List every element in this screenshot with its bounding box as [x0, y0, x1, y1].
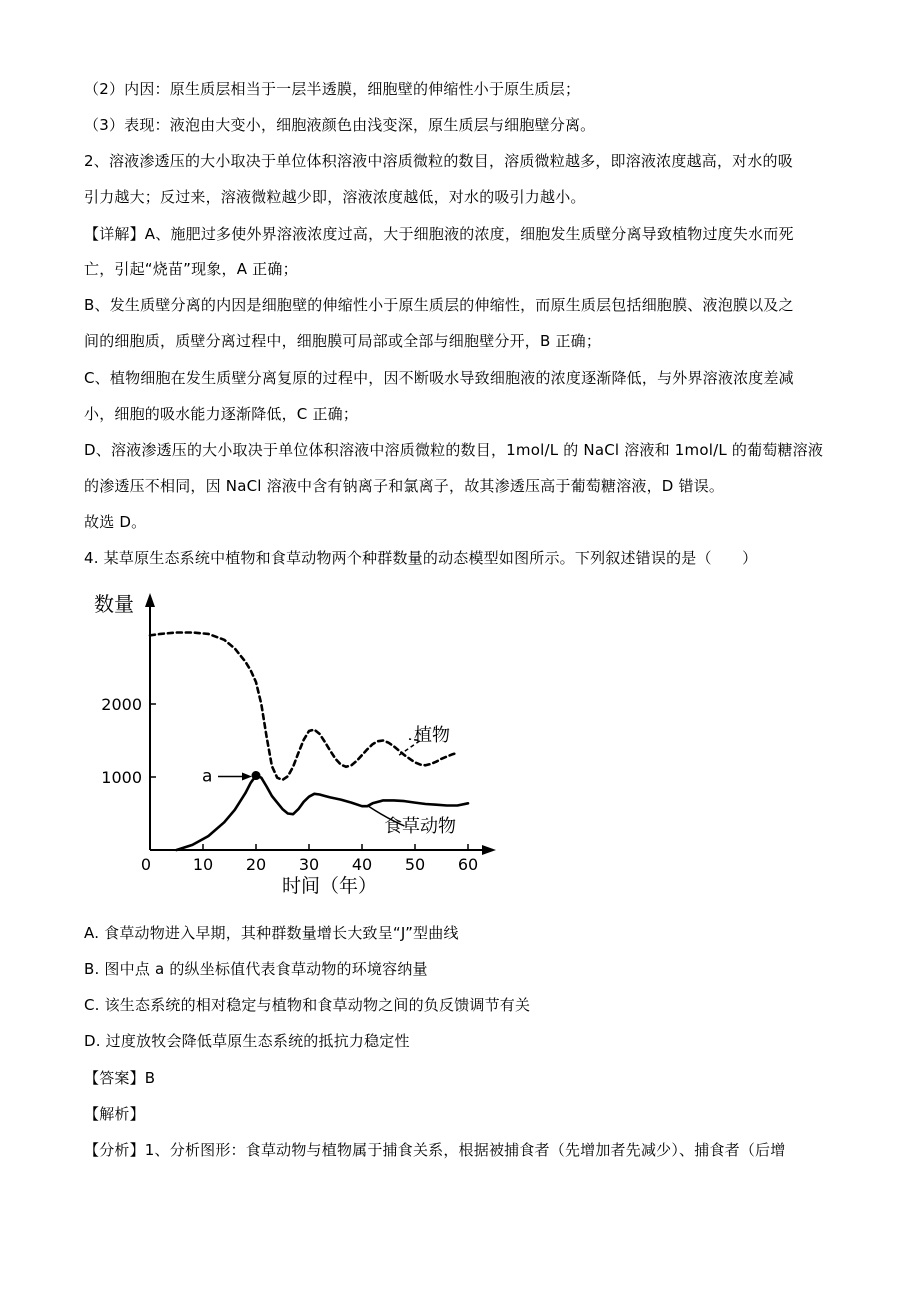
y-axis-arrow: [145, 593, 155, 607]
text-line: 故选 D。: [84, 513, 147, 531]
text-line: 的渗透压不相同，因 NaCl 溶液中含有钠离子和氯离子，故其渗透压高于葡萄糖溶液，D 错误。: [84, 477, 725, 495]
point-a-label: a: [202, 766, 213, 787]
chart-labels: [94, 592, 456, 897]
x-axis-arrow: [482, 845, 496, 855]
text-line: C、植物细胞在发生质壁分离复原的过程中，因不断吸水导致细胞液的浓度逐渐降低，与外界溶液浓度差减: [84, 369, 794, 387]
herbivore-curve: [177, 776, 469, 851]
population-chart: [84, 585, 514, 905]
answer-line: 【答案】B: [84, 1069, 156, 1087]
x-tick-label: 40: [351, 855, 373, 874]
text-line: 小，细胞的吸水能力逐渐降低，C 正确；: [84, 405, 359, 423]
text-line: 间的细胞质，质壁分离过程中，细胞膜可局部或全部与细胞壁分开，B 正确；: [84, 332, 602, 350]
x-tick-label: 50: [404, 855, 426, 874]
option-a: A. 食草动物进入早期，其种群数量增长大致呈“J”型曲线: [84, 924, 459, 942]
x-tick-label: 30: [298, 855, 320, 874]
x-tick-label: 10: [192, 855, 214, 874]
option-c: C. 该生态系统的相对稳定与植物和食草动物之间的负反馈调节有关: [84, 996, 531, 1014]
analysis-text: 【分析】1、分析图形：食草动物与植物属于捕食关系，根据被捕食者（先增加者先减少）、捕食者（后增: [84, 1141, 786, 1159]
text-line: B、发生质壁分离的内因是细胞壁的伸缩性小于原生质层的伸缩性，而原生质层包括细胞膜、液泡膜以及之: [84, 296, 794, 314]
text-line: D、溶液渗透压的大小取决于单位体积溶液中溶质微粒的数目，1mol/L 的 NaCl 溶液和 1mol/L 的葡萄糖溶液: [84, 441, 824, 459]
text-line: （3）表现：液泡由大变小，细胞液颜色由浅变深，原生质层与细胞壁分离。: [84, 116, 596, 134]
y-axis-title: 数量: [94, 592, 134, 616]
herbivore-series-label: 食草动物: [384, 816, 456, 837]
x-tick-label: 0: [140, 855, 152, 874]
option-d: D. 过度放牧会降低草原生态系统的抵抗力稳定性: [84, 1032, 410, 1050]
option-b: B. 图中点 a 的纵坐标值代表食草动物的环境容纳量: [84, 960, 428, 978]
text-line: 引力越大；反过来，溶液微粒越少即，溶液浓度越低，对水的吸引力越小。: [84, 188, 586, 206]
text-line: 【详解】A、施肥过多使外界溶液浓度过高，大于细胞液的浓度，细胞发生质壁分离导致植物过度失水而死: [84, 225, 794, 243]
point-a-arrowhead: [242, 773, 252, 781]
point-a-marker: [252, 771, 261, 780]
question-stem: 4. 某草原生态系统中植物和食草动物两个种群数量的动态模型如图所示。下列叙述错误的是（ ）: [84, 549, 758, 567]
plant-curve: [150, 633, 457, 780]
analysis-label: 【解析】: [84, 1105, 145, 1123]
y-tick-label: 2000: [101, 695, 142, 714]
x-tick-label: 20: [245, 855, 267, 874]
text-line: 亡，引起“烧苗”现象，A 正确；: [84, 260, 298, 278]
chart-ticks: [101, 695, 478, 874]
x-tick-label: 60: [457, 855, 479, 874]
y-tick-label: 1000: [101, 768, 142, 787]
text-line: 2、溶液渗透压的大小取决于单位体积溶液中溶质微粒的数目，溶质微粒越多，即溶液浓度越高，对水的吸: [84, 152, 793, 170]
text-line: （2）内因：原生质层相当于一层半透膜，细胞壁的伸缩性小于原生质层；: [84, 80, 581, 98]
plant-series-label: 植物: [414, 725, 450, 746]
x-axis-title: 时间（年）: [282, 875, 378, 897]
